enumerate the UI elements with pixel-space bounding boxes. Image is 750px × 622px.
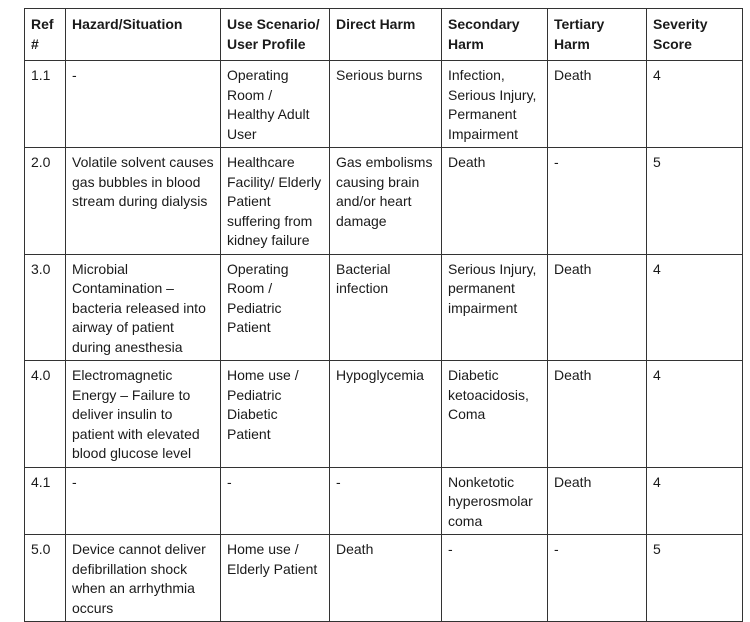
cell-secondary-harm: Death: [442, 148, 548, 255]
cell-severity-score: 4: [647, 361, 743, 468]
hazard-analysis-table: [24, 8, 743, 622]
header-secondary-harm: Secondary Harm: [442, 9, 548, 61]
cell-scenario: Home use / Elderly Patient: [221, 535, 330, 622]
cell-direct-harm: Serious burns: [330, 61, 442, 148]
cell-severity-score: 4: [647, 61, 743, 148]
cell-tertiary-harm: -: [548, 148, 647, 255]
cell-hazard: Electromagnetic Energy – Failure to deliver insulin to patient with elevated blood glucose level: [66, 361, 221, 468]
cell-ref: 3.0: [25, 254, 66, 361]
cell-direct-harm: Hypoglycemia: [330, 361, 442, 468]
header-tertiary-harm: Tertiary Harm: [548, 9, 647, 61]
table-row: [25, 535, 743, 622]
header-scenario: Use Scenario/ User Profile: [221, 9, 330, 61]
cell-secondary-harm: Infection, Serious Injury, Permanent Impairment: [442, 61, 548, 148]
cell-ref: 1.1: [25, 61, 66, 148]
cell-direct-harm: -: [330, 467, 442, 535]
table-row: [25, 361, 743, 468]
cell-direct-harm: Gas embolisms causing brain and/or heart damage: [330, 148, 442, 255]
header-hazard: Hazard/Situation: [66, 9, 221, 61]
cell-tertiary-harm: -: [548, 535, 647, 622]
table-row: [25, 148, 743, 255]
cell-tertiary-harm: Death: [548, 467, 647, 535]
cell-hazard: Microbial Contamination – bacteria released into airway of patient during anesthesia: [66, 254, 221, 361]
cell-hazard: -: [66, 467, 221, 535]
cell-hazard: Volatile solvent causes gas bubbles in blood stream during dialysis: [66, 148, 221, 255]
cell-tertiary-harm: Death: [548, 254, 647, 361]
cell-secondary-harm: -: [442, 535, 548, 622]
cell-scenario: -: [221, 467, 330, 535]
cell-ref: 4.1: [25, 467, 66, 535]
cell-ref: 5.0: [25, 535, 66, 622]
header-ref: Ref #: [25, 9, 66, 61]
table-row: [25, 61, 743, 148]
cell-tertiary-harm: Death: [548, 61, 647, 148]
cell-scenario: Home use / Pediatric Diabetic Patient: [221, 361, 330, 468]
cell-scenario: Healthcare Facility/ Elderly Patient suffering from kidney failure: [221, 148, 330, 255]
cell-scenario: Operating Room / Pediatric Patient: [221, 254, 330, 361]
header-severity-score: Severity Score: [647, 9, 743, 61]
cell-hazard: Device cannot deliver defibrillation shock when an arrhythmia occurs: [66, 535, 221, 622]
cell-scenario: Operating Room / Healthy Adult User: [221, 61, 330, 148]
cell-secondary-harm: Serious Injury, permanent impairment: [442, 254, 548, 361]
cell-secondary-harm: Nonketotic hyperosmolar coma: [442, 467, 548, 535]
table-header-row: [25, 9, 743, 61]
cell-ref: 2.0: [25, 148, 66, 255]
cell-direct-harm: Death: [330, 535, 442, 622]
cell-direct-harm: Bacterial infection: [330, 254, 442, 361]
cell-severity-score: 4: [647, 467, 743, 535]
cell-severity-score: 5: [647, 148, 743, 255]
cell-tertiary-harm: Death: [548, 361, 647, 468]
table-row: [25, 254, 743, 361]
cell-severity-score: 4: [647, 254, 743, 361]
cell-hazard: -: [66, 61, 221, 148]
table-row: [25, 467, 743, 535]
header-direct-harm: Direct Harm: [330, 9, 442, 61]
cell-secondary-harm: Diabetic ketoacidosis, Coma: [442, 361, 548, 468]
cell-ref: 4.0: [25, 361, 66, 468]
cell-severity-score: 5: [647, 535, 743, 622]
